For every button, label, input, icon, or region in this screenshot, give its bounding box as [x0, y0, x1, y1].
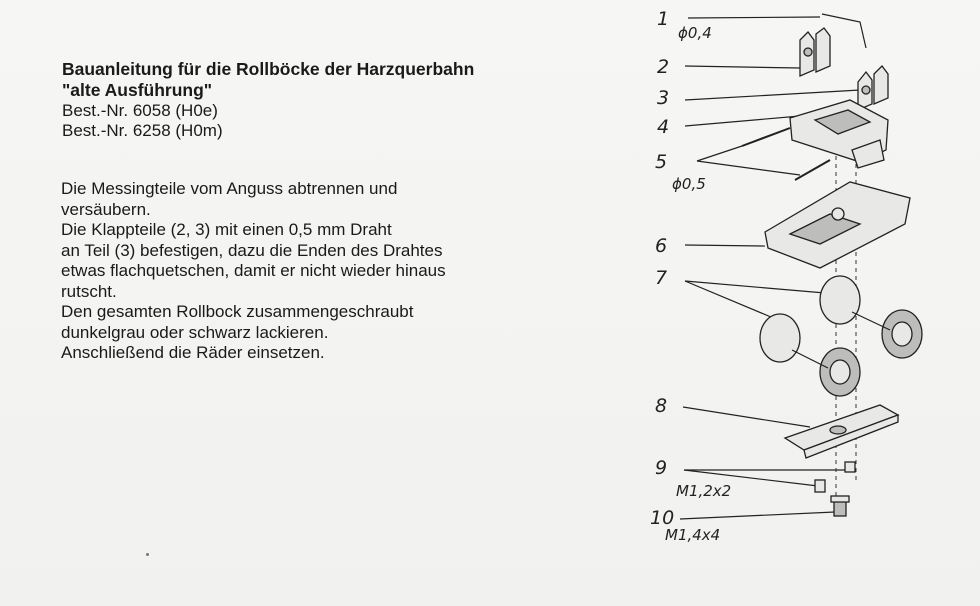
label-part-10-spec: M1,4x4 — [665, 526, 721, 544]
part-2-clamp — [800, 28, 830, 76]
label-part-9: 9 — [655, 457, 668, 479]
part-10-screw — [831, 496, 849, 516]
document-subtitle: "alte Ausführung" — [62, 80, 213, 100]
header-block — [62, 59, 582, 141]
part-8-base-plate — [785, 405, 898, 458]
instruction-line: Die Klappteile (2, 3) mit einen 0,5 mm Draht — [61, 220, 392, 239]
instruction-line: Anschließend die Räder einsetzen. — [61, 343, 325, 362]
label-part-6: 6 — [655, 235, 668, 257]
order-number-h0m: Best.-Nr. 6258 (H0m) — [62, 121, 223, 140]
instruction-line: an Teil (3) befestigen, dazu die Enden des Drahtes — [61, 240, 443, 260]
label-part-8: 8 — [655, 395, 668, 417]
label-part-5: 5 — [655, 151, 668, 173]
instructions-block — [61, 179, 561, 364]
instruction-line: rutscht. — [61, 281, 117, 301]
part-7-wheelset-lower — [760, 314, 860, 396]
label-part-10: 10 — [650, 507, 675, 529]
part-4-upper-body — [790, 100, 888, 168]
document-title: Bauanleitung für die Rollböcke der Harzquerbahn — [62, 59, 475, 79]
part-7-wheelset-upper — [820, 276, 922, 358]
label-part-9-spec: M1,2x2 — [676, 482, 732, 500]
order-number-h0e: Best.-Nr. 6058 (H0e) — [62, 101, 218, 120]
scan-speck — [146, 553, 149, 556]
label-part-4: 4 — [657, 116, 670, 138]
part-6-frame — [765, 182, 910, 268]
instruction-line: Die Messingteile vom Anguss abtrennen und — [61, 179, 398, 198]
instruction-line: dunkelgrau oder schwarz lackieren. — [61, 322, 329, 342]
exploded-assembly-drawing — [600, 0, 980, 606]
instruction-line: Den gesamten Rollbock zusammengeschraubt — [61, 302, 414, 321]
label-part-5-spec: ϕ0,5 — [672, 175, 706, 193]
instruction-line: etwas flachquetschen, damit er nicht wieder hinaus — [61, 261, 446, 280]
part-3-clamp — [858, 66, 888, 110]
part-9-screws — [815, 462, 855, 492]
instruction-line: versäubern. — [61, 199, 151, 219]
label-part-3: 3 — [657, 87, 670, 109]
label-part-7: 7 — [655, 267, 668, 289]
label-part-1: 1 — [657, 8, 670, 30]
label-part-1-spec: ϕ0,4 — [678, 24, 712, 42]
label-part-2: 2 — [657, 56, 670, 78]
